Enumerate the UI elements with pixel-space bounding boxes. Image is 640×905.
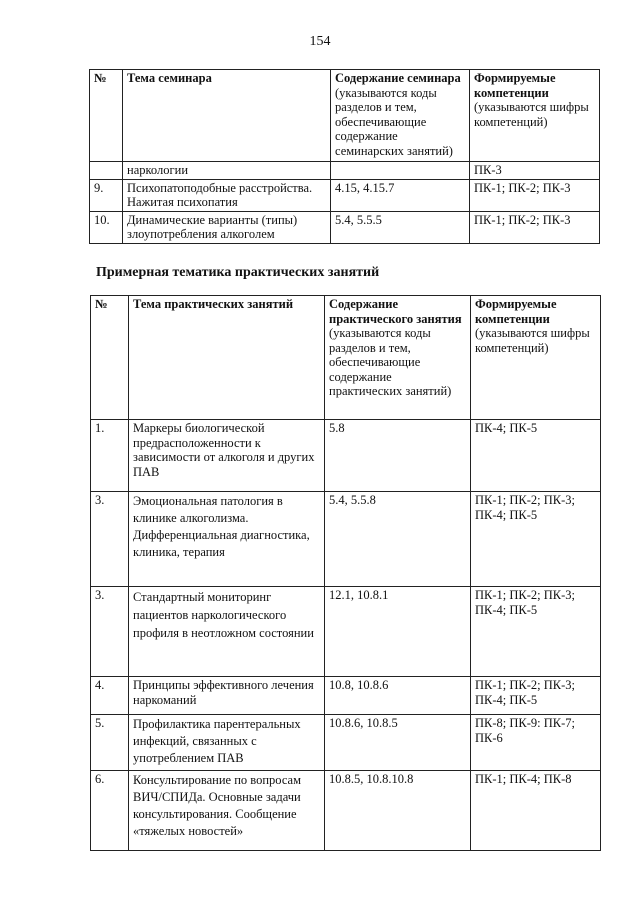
row-competencies: ПК-1; ПК-2; ПК-3 bbox=[470, 179, 600, 211]
row-competencies: ПК-8; ПК-9: ПК-7; ПК-6 bbox=[471, 715, 601, 771]
table-row bbox=[91, 587, 601, 677]
table-row bbox=[90, 179, 600, 211]
row-topic: Профилактика парентеральных инфекций, связанных с употреблением ПАВ bbox=[129, 715, 325, 771]
row-content: 4.15, 4.15.7 bbox=[331, 179, 470, 211]
row-topic: Маркеры биологической предрасположенности к зависимости от алкоголя и других ПАВ bbox=[129, 420, 325, 492]
row-num: 1. bbox=[91, 420, 129, 492]
seminar-table bbox=[89, 69, 600, 244]
table-row bbox=[91, 771, 601, 851]
row-competencies: ПК-1; ПК-2; ПК-3; ПК-4; ПК-5 bbox=[471, 587, 601, 677]
col-header-content-note: (указываются коды разделов и тем, обеспечивающие содержание семинарских занятий) bbox=[335, 85, 453, 158]
row-topic: Психопатоподобные расстройства. Нажитая психопатия bbox=[123, 179, 331, 211]
row-topic: наркологии bbox=[123, 162, 331, 180]
row-num: 9. bbox=[90, 179, 123, 211]
row-content: 10.8.6, 10.8.5 bbox=[325, 715, 471, 771]
table-header-row bbox=[90, 70, 600, 162]
row-num: 3. bbox=[91, 492, 129, 587]
row-competencies: ПК-4; ПК-5 bbox=[471, 420, 601, 492]
row-content: 10.8.5, 10.8.10.8 bbox=[325, 771, 471, 851]
table-row bbox=[90, 162, 600, 180]
section-title: Примерная тематика практических занятий bbox=[96, 265, 380, 280]
col-header-comp-note: (указываются шифры компетенций) bbox=[475, 326, 590, 355]
row-competencies: ПК-1; ПК-2; ПК-3 bbox=[470, 211, 600, 243]
col-header-topic: Тема семинара bbox=[123, 70, 331, 162]
row-topic: Принципы эффективного лечения наркоманий bbox=[129, 677, 325, 715]
practice-table bbox=[90, 295, 601, 851]
row-num: 4. bbox=[91, 677, 129, 715]
row-content: 5.4, 5.5.8 bbox=[325, 492, 471, 587]
row-num: 5. bbox=[91, 715, 129, 771]
row-content: 5.8 bbox=[325, 420, 471, 492]
col-header-comp-title: Формируемые компетенции bbox=[474, 71, 556, 100]
col-header-content bbox=[325, 296, 471, 420]
row-topic: Консультирование по вопросам ВИЧ/СПИДа. Основные задачи консультирования. Сообщение «тяжелых новостей» bbox=[129, 771, 325, 851]
col-header-content-title: Содержание практического занятия bbox=[329, 297, 462, 326]
row-topic: Динамические варианты (типы) злоупотребления алкоголем bbox=[123, 211, 331, 243]
col-header-content bbox=[331, 70, 470, 162]
col-header-content-note: (указываются коды разделов и тем, обеспечивающие содержание практических занятий) bbox=[329, 326, 452, 398]
row-competencies: ПК-1; ПК-2; ПК-3; ПК-4; ПК-5 bbox=[471, 677, 601, 715]
table-row bbox=[90, 211, 600, 243]
col-header-content-title: Содержание семинара bbox=[335, 71, 461, 85]
page-number: 154 bbox=[309, 34, 331, 49]
row-content: 5.4, 5.5.5 bbox=[331, 211, 470, 243]
col-header-comp-note: (указываются шифры компетенций) bbox=[474, 100, 589, 129]
col-header-competencies bbox=[470, 70, 600, 162]
col-header-num: № bbox=[90, 70, 123, 162]
row-content: 10.8, 10.8.6 bbox=[325, 677, 471, 715]
row-num: 6. bbox=[91, 771, 129, 851]
col-header-topic: Тема практических занятий bbox=[129, 296, 325, 420]
row-num: 3. bbox=[91, 587, 129, 677]
col-header-competencies bbox=[471, 296, 601, 420]
table-row bbox=[91, 715, 601, 771]
col-header-num: № bbox=[91, 296, 129, 420]
table-row bbox=[91, 677, 601, 715]
table-row bbox=[91, 420, 601, 492]
row-num bbox=[90, 162, 123, 180]
row-competencies: ПК-1; ПК-2; ПК-3; ПК-4; ПК-5 bbox=[471, 492, 601, 587]
col-header-comp-title: Формируемые компетенции bbox=[475, 297, 557, 326]
row-content bbox=[331, 162, 470, 180]
table-row bbox=[91, 492, 601, 587]
row-num: 10. bbox=[90, 211, 123, 243]
row-content: 12.1, 10.8.1 bbox=[325, 587, 471, 677]
table-header-row bbox=[91, 296, 601, 420]
row-competencies: ПК-1; ПК-4; ПК-8 bbox=[471, 771, 601, 851]
row-topic: Эмоциональная патология в клинике алкоголизма. Дифференциальная диагностика, клиника, терапия bbox=[129, 492, 325, 587]
row-topic: Стандартный мониторинг пациентов наркологического профиля в неотложном состоянии bbox=[129, 587, 325, 677]
row-competencies: ПК-3 bbox=[470, 162, 600, 180]
